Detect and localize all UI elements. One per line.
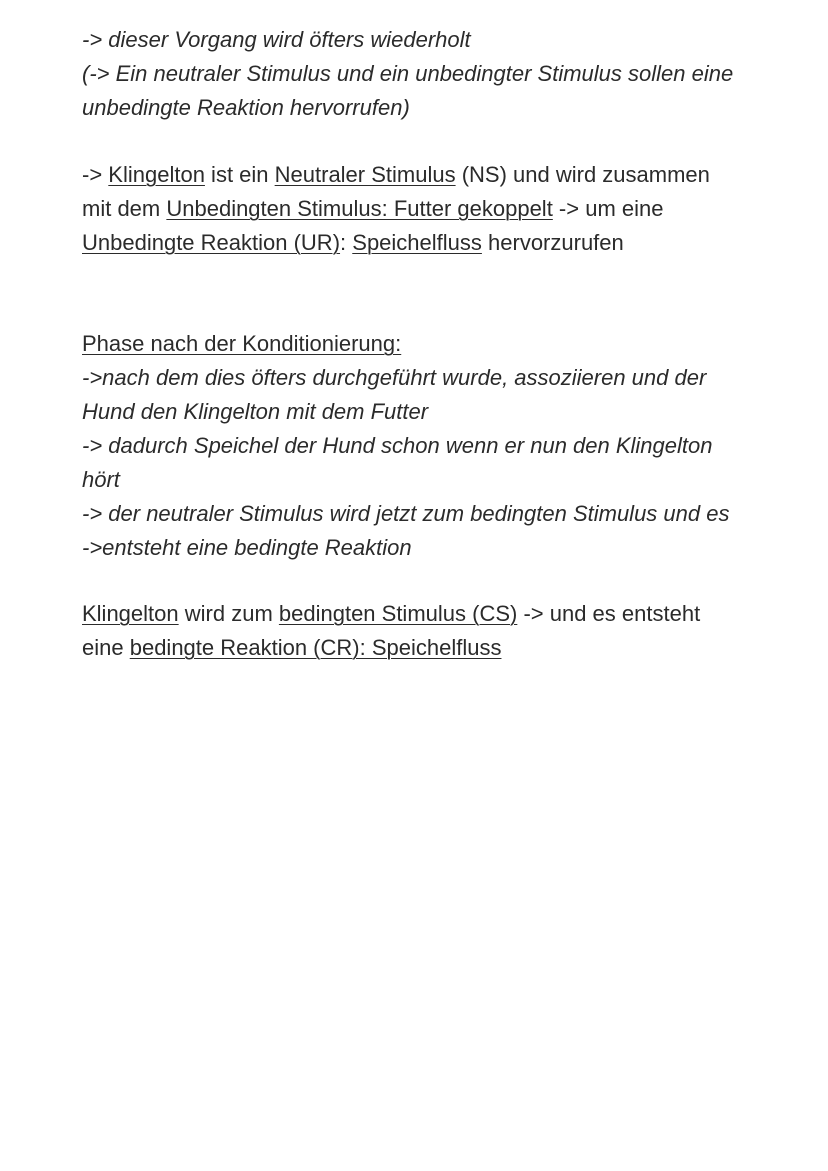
- text-segment: -> und es entsteht: [517, 601, 701, 626]
- text-line: [82, 226, 802, 260]
- text-line: hört: [82, 467, 120, 492]
- term-bedingte-reaktion: bedingte Reaktion (CR): Speichelfluss: [129, 635, 502, 660]
- text-line: Hund den Klingelton mit dem Futter: [82, 399, 429, 424]
- text-line: unbedingte Reaktion hervorrufen): [82, 95, 410, 120]
- term-bedingter-stimulus: bedingten Stimulus (CS): [278, 601, 518, 626]
- text-line: [82, 597, 802, 631]
- text-line: (-> Ein neutraler Stimulus und ein unbedingter Stimulus sollen eine: [82, 61, 734, 86]
- term-klingelton: Klingelton: [108, 162, 205, 187]
- text-segment: wird zum: [178, 601, 279, 626]
- text-line: -> der neutraler Stimulus wird jetzt zum bedingten Stimulus und es: [82, 501, 730, 526]
- term-speichelfluss: Speichelfluss: [352, 230, 482, 255]
- text-line: -> dieser Vorgang wird öfters wiederholt: [82, 27, 471, 52]
- text-segment: eine: [82, 635, 130, 660]
- text-line: [82, 192, 802, 226]
- conditioned-result-paragraph: [82, 597, 802, 665]
- term-klingelton: Klingelton: [82, 601, 179, 626]
- repetition-paragraph: [82, 23, 802, 125]
- coupling-paragraph: [82, 158, 802, 260]
- section-heading: Phase nach der Konditionierung:: [82, 331, 402, 356]
- text-segment: -> um eine: [552, 196, 664, 221]
- text-line: ->entsteht eine bedingte Reaktion: [82, 535, 412, 560]
- text-segment: (NS) und wird zusammen: [455, 162, 710, 187]
- text-line: ->nach dem dies öfters durchgeführt wurde, assoziieren und der: [82, 365, 707, 390]
- term-unbedingter-stimulus: Unbedingten Stimulus: Futter gekoppelt: [166, 196, 553, 221]
- text-segment: ->: [82, 162, 109, 187]
- text-segment: ist ein: [204, 162, 275, 187]
- term-neutraler-stimulus: Neutraler Stimulus: [274, 162, 456, 187]
- text-line: -> dadurch Speichel der Hund schon wenn er nun den Klingelton: [82, 433, 713, 458]
- text-segment: mit dem: [82, 196, 167, 221]
- text-segment: hervorzurufen: [481, 230, 624, 255]
- text-line: [82, 158, 802, 192]
- term-unbedingte-reaktion: Unbedingte Reaktion (UR): [82, 230, 341, 255]
- text-segment: :: [340, 230, 353, 255]
- text-line: [82, 631, 802, 665]
- post-conditioning-section: [82, 327, 802, 565]
